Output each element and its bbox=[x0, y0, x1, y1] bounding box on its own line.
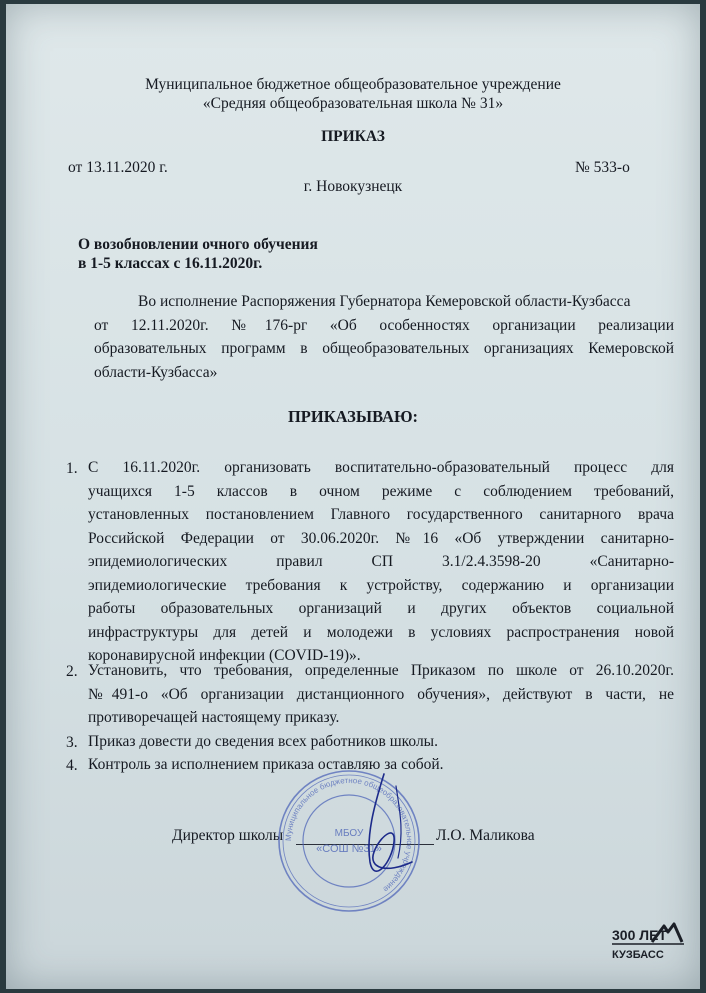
item-number: 3. bbox=[66, 734, 78, 751]
preamble-line: области-Кузбасса» bbox=[94, 363, 218, 381]
kuzbass-logo-icon bbox=[608, 920, 688, 964]
item-line: Российской Федерации от 30.06.2020г. №16 «Об утверждении санитарно- bbox=[88, 529, 674, 547]
order-city: г. Новокузнецк bbox=[303, 178, 403, 195]
order-item-3 bbox=[88, 730, 674, 754]
item-line: №491-о «Об организации дистанционного обучения», действуют в части, не bbox=[88, 685, 674, 703]
stamp-center-line1: МБОУ bbox=[334, 828, 364, 839]
item-line: учащихся 1-5 классов в очном режиме с соблюдением требований, bbox=[88, 482, 674, 500]
signatory-position: Директор школы bbox=[172, 827, 284, 844]
preamble bbox=[94, 290, 674, 384]
school-name: «Средняя общеобразовательная школа № 31» bbox=[202, 95, 504, 112]
organization-name: Муниципальное бюджетное общеобразовательное учреждение bbox=[145, 76, 561, 93]
order-subject-line1: О возобновлении очного обучения bbox=[78, 236, 318, 253]
item-line: эпидемиологические требования к устройству, содержанию и организации bbox=[88, 576, 674, 594]
signatory-name: Л.О. Маликова bbox=[436, 827, 535, 844]
item-number: 4. bbox=[66, 757, 78, 774]
preamble-line: Во исполнение Распоряжения Губернатора Кемеровской области-Кузбасса bbox=[138, 293, 631, 310]
stamp-center-line2: «СОШ №31» bbox=[316, 843, 382, 855]
kuzbass-300-logo bbox=[608, 920, 688, 969]
order-item-1 bbox=[88, 456, 674, 668]
item-line: эпидемиологических правил СП 3.1/2.4.3598-20 «Санитарно- bbox=[88, 553, 674, 570]
item-line: Установить, что требования, определенные Приказом по школе от 26.10.2020г. bbox=[88, 662, 674, 679]
item-line: установленных постановлением Главного государственного санитарного врача bbox=[88, 506, 674, 523]
item-line: С 16.11.2020г. организовать воспитательно-образовательный процесс для bbox=[88, 459, 674, 476]
item-line: инфраструктуры для детей и молодежи в условиях распространения новой bbox=[88, 623, 674, 641]
item-line: Контроль за исполнением приказа оставляю за собой. bbox=[88, 756, 444, 773]
order-subject-line2: в 1-5 классах с 16.11.2020г. bbox=[78, 255, 263, 272]
item-line: работы образовательных организаций и других объектов социальной bbox=[88, 600, 674, 617]
item-line: Приказ довести до сведения всех работников школы. bbox=[88, 733, 438, 750]
logo-top-text: 300 ЛЕТ bbox=[612, 927, 667, 943]
document-type: ПРИКАЗ bbox=[321, 128, 385, 145]
order-item-2 bbox=[88, 659, 674, 730]
order-word: ПРИКАЗЫВАЮ: bbox=[287, 407, 419, 426]
school-stamp bbox=[274, 766, 424, 916]
item-number: 2. bbox=[66, 663, 78, 680]
preamble-line: образовательных программ в общеобразовательных организациях Кемеровской bbox=[94, 340, 674, 357]
item-line: коронавирусной инфекции (COVID-19)». bbox=[88, 647, 361, 664]
stamp-ring-text-path: Муниципальное бюджетное общеобразовательное учреждение bbox=[283, 775, 415, 894]
document-page bbox=[6, 4, 700, 989]
preamble-line: от 12.11.2020г. №176-рг «Об особенностях организации реализации bbox=[94, 316, 674, 334]
order-date: от 13.11.2020 г. bbox=[68, 159, 168, 176]
logo-bottom-text: КУЗБАСС bbox=[612, 949, 664, 961]
order-number: № 533-о bbox=[575, 159, 630, 176]
item-number: 1. bbox=[66, 460, 78, 477]
item-line: противоречащей настоящему приказу. bbox=[88, 709, 340, 726]
